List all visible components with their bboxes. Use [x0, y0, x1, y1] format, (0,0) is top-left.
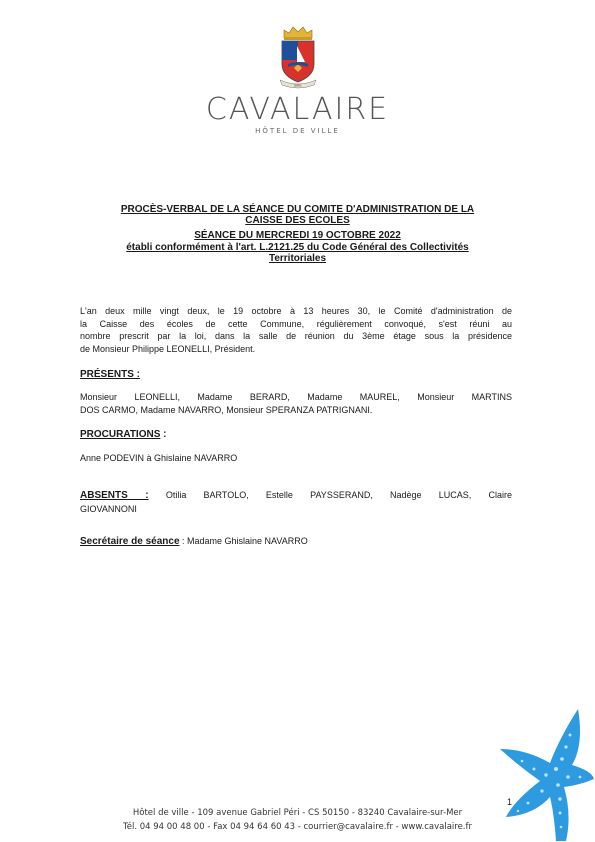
- doc-title-line2: CAISSE DES ECOLES: [245, 215, 350, 226]
- absents-heading: ABSENTS :: [80, 490, 149, 501]
- doc-title-line4: établi conformément à l'art. L.2121.25 du Code Général des Collectivités: [126, 242, 469, 253]
- absents-names-line2: GIOVANNONI: [80, 503, 137, 514]
- footer-contact: Tél. 04 94 00 48 00 - Fax 04 94 64 60 43 - courrier@cavalaire.fr - www.cavalaire.fr: [122, 822, 472, 832]
- procurations-heading: PROCURATIONS: [80, 429, 161, 440]
- absents-block: [80, 489, 512, 515]
- presents-heading: PRÉSENTS :: [80, 369, 141, 380]
- crest-motto: BUE: [294, 83, 302, 88]
- doc-title-line3: SÉANCE DU MERCREDI 19 OCTOBRE 2022: [194, 230, 401, 241]
- brand-name: CAVALAIRE: [205, 92, 390, 127]
- intro-paragraph: [80, 305, 512, 355]
- secretaire-block: [80, 536, 308, 547]
- intro-line: la Caisse des écoles de cette Commune, régulièrement convoqué, s'est réuni au: [80, 318, 512, 329]
- absents-names-line1: Otilia BARTOLO, Estelle PAYSSERAND, Nadège LUCAS, Claire: [148, 490, 512, 500]
- secretaire-heading: Secrétaire de séance: [80, 536, 180, 547]
- procurations-heading-wrap: [80, 429, 166, 440]
- presents-list: [80, 391, 512, 416]
- procurations-text: Anne PODEVIN à Ghislaine NAVARRO: [80, 453, 238, 463]
- doc-title-line1: PROCÈS-VERBAL DE LA SÉANCE DU COMITE D'ADMINISTRATION DE LA: [120, 204, 475, 215]
- brand-subtitle: HÔTEL DE VILLE: [255, 127, 340, 135]
- intro-line: nombre prescrit par la loi, dans la salle de réunion du 3ème étage sous la présidence: [80, 331, 512, 341]
- presents-line: DOS CARMO, Madame NAVARRO, Monsieur SPERANZA PATRIGNANI.: [80, 404, 373, 415]
- coat-of-arms-logo: [276, 24, 320, 90]
- presents-line: Monsieur LEONELLI, Madame BERARD, Madame MAUREL, Monsieur MARTINS: [80, 392, 512, 402]
- intro-line: L'an deux mille vingt deux, le 19 octobre à 13 heures 30, le Comité d'administration de: [80, 306, 512, 316]
- procurations-colon: :: [160, 429, 167, 440]
- intro-line: de Monsieur Philippe LEONELLI, Président.: [80, 343, 256, 354]
- footer-address: Hôtel de ville - 109 avenue Gabriel Péri - CS 50150 - 83240 Cavalaire-sur-Mer: [132, 808, 463, 818]
- secretaire-text: : Madame Ghislaine NAVARRO: [179, 536, 308, 546]
- doc-title-line5: Territoriales: [268, 253, 327, 264]
- absents-line: [80, 489, 512, 503]
- page-number: 1: [507, 797, 513, 807]
